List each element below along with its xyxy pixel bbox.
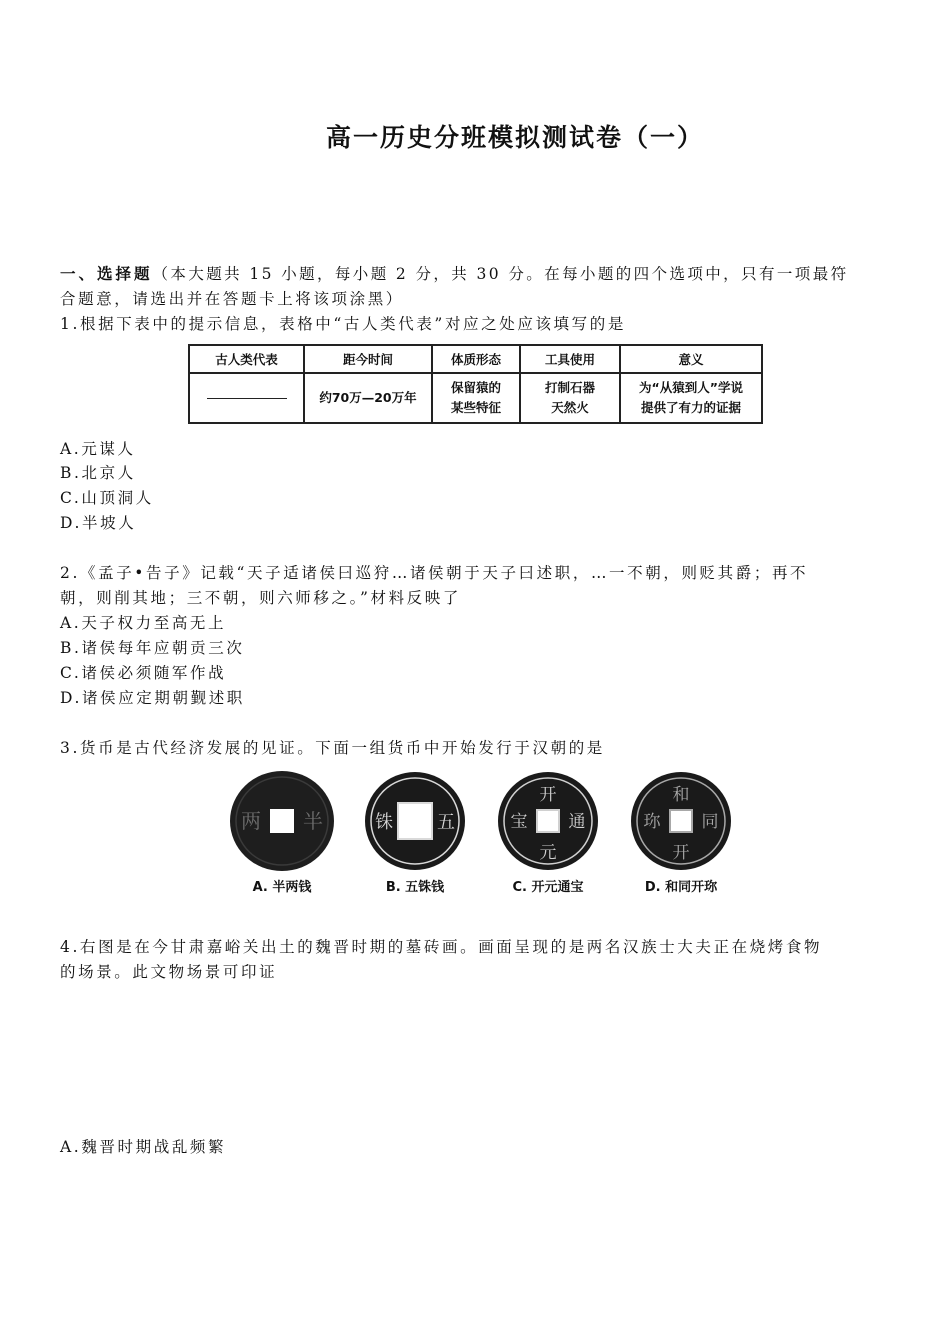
section-description-line-2: 合题意，请选出并在答题卡上将该项涂黑）: [60, 290, 404, 308]
q4-stem-line-2: 的场景。此文物场景可印证: [60, 963, 278, 981]
blank-answer-cell: [189, 373, 304, 423]
cell-line: 保留猿的: [450, 380, 501, 395]
q2-stem-line-2: 朝，则削其地；三不朝，则六师移之。”材料反映了: [60, 589, 461, 607]
coin-char: 元: [539, 843, 557, 863]
q2-option-a: A.天子权力至高无上: [60, 614, 227, 632]
coin-char: 开: [539, 785, 557, 805]
answer-blank-line: [207, 398, 287, 399]
table-header-cell: 距今时间: [304, 345, 432, 373]
coin-d-caption: D. 和同开珎: [644, 880, 718, 895]
table-cell-tools: [520, 373, 620, 423]
q2-option-d: D.诸侯应定期朝觐述职: [60, 689, 245, 707]
table-cell-form: [432, 373, 520, 423]
coin-char: 两: [241, 809, 261, 833]
coin-d-image: [626, 768, 736, 874]
coin-a-image: [227, 768, 337, 874]
table-header-cell: 工具使用: [520, 345, 620, 373]
section-description: （本大题共 15 小题，每小题 2 分，共 30 分。在每小题的四个选项中，只有一项最符: [152, 265, 849, 283]
coin-b-caption: B. 五铢钱: [385, 880, 445, 895]
cell-line: 提供了有力的证据: [640, 400, 741, 415]
q1-stem: 1.根据下表中的提示信息，表格中“古人类代表”对应之处应该填写的是: [60, 315, 626, 333]
cell-line: 某些特征: [450, 400, 501, 415]
table-cell-time: 约70万—20万年: [304, 373, 432, 423]
q2-option-b: B.诸侯每年应朝贡三次: [60, 639, 245, 657]
cell-line: 天然火: [551, 400, 589, 415]
table-header-cell: 体质形态: [432, 345, 520, 373]
q2-stem-line-1: 2.《孟子•告子》记载“天子适诸侯曰巡狩…诸侯朝于天子曰述职，…一不朝，则贬其爵；再不: [60, 564, 809, 582]
table-cell-meaning: [620, 373, 762, 423]
q2-option-c: C.诸侯必须随军作战: [60, 664, 227, 682]
table-row: [189, 373, 762, 423]
cell-line: 打制石器: [544, 380, 595, 395]
q1-option-a: A.元谋人: [60, 440, 136, 458]
coin-b: [355, 768, 475, 895]
coin-c-image: [493, 768, 603, 874]
coin-char: 宝: [510, 812, 528, 832]
page-title: 高一历史分班模拟测试卷（一）: [325, 123, 704, 152]
coin-figure: [222, 768, 742, 898]
coin-c: [488, 768, 608, 895]
q3-stem: 3.货币是古代经济发展的见证。下面一组货币中开始发行于汉朝的是: [60, 739, 605, 757]
coin-char: 铢: [375, 812, 393, 833]
coin-a: [222, 768, 342, 895]
coin-char: 和: [672, 785, 690, 805]
q4-option-a: A.魏晋时期战乱频繁: [60, 1138, 227, 1156]
q4-stem-line-1: 4.右图是在今甘肃嘉峪关出土的魏晋时期的墓砖画。画面呈现的是两名汉族士大夫正在烧烤食物: [60, 938, 823, 956]
coin-char: 半: [303, 809, 323, 833]
coin-char: 通: [568, 812, 586, 832]
q1-option-b: B.北京人: [60, 464, 136, 482]
coin-c-caption: C. 开元通宝: [512, 880, 584, 895]
coin-char: 同: [701, 812, 719, 832]
coin-d: [621, 768, 741, 895]
q1-option-d: D.半坡人: [60, 514, 137, 532]
cell-line: 为“从猿到人”学说: [639, 380, 743, 395]
table-header-cell: 意义: [620, 345, 762, 373]
section-header-line-1: [60, 262, 890, 284]
q1-option-c: C.山顶洞人: [60, 489, 154, 507]
q1-info-table: [188, 344, 763, 424]
section-heading: 一、选择题: [60, 264, 153, 283]
coin-a-caption: A. 半两钱: [252, 880, 312, 895]
table-header-cell: 古人类代表: [189, 345, 304, 373]
table-header-row: [189, 345, 762, 373]
coin-b-image: [360, 768, 470, 874]
coin-char: 珎: [643, 812, 661, 832]
coin-char: 开: [672, 843, 690, 863]
coin-char: 五: [437, 812, 455, 833]
